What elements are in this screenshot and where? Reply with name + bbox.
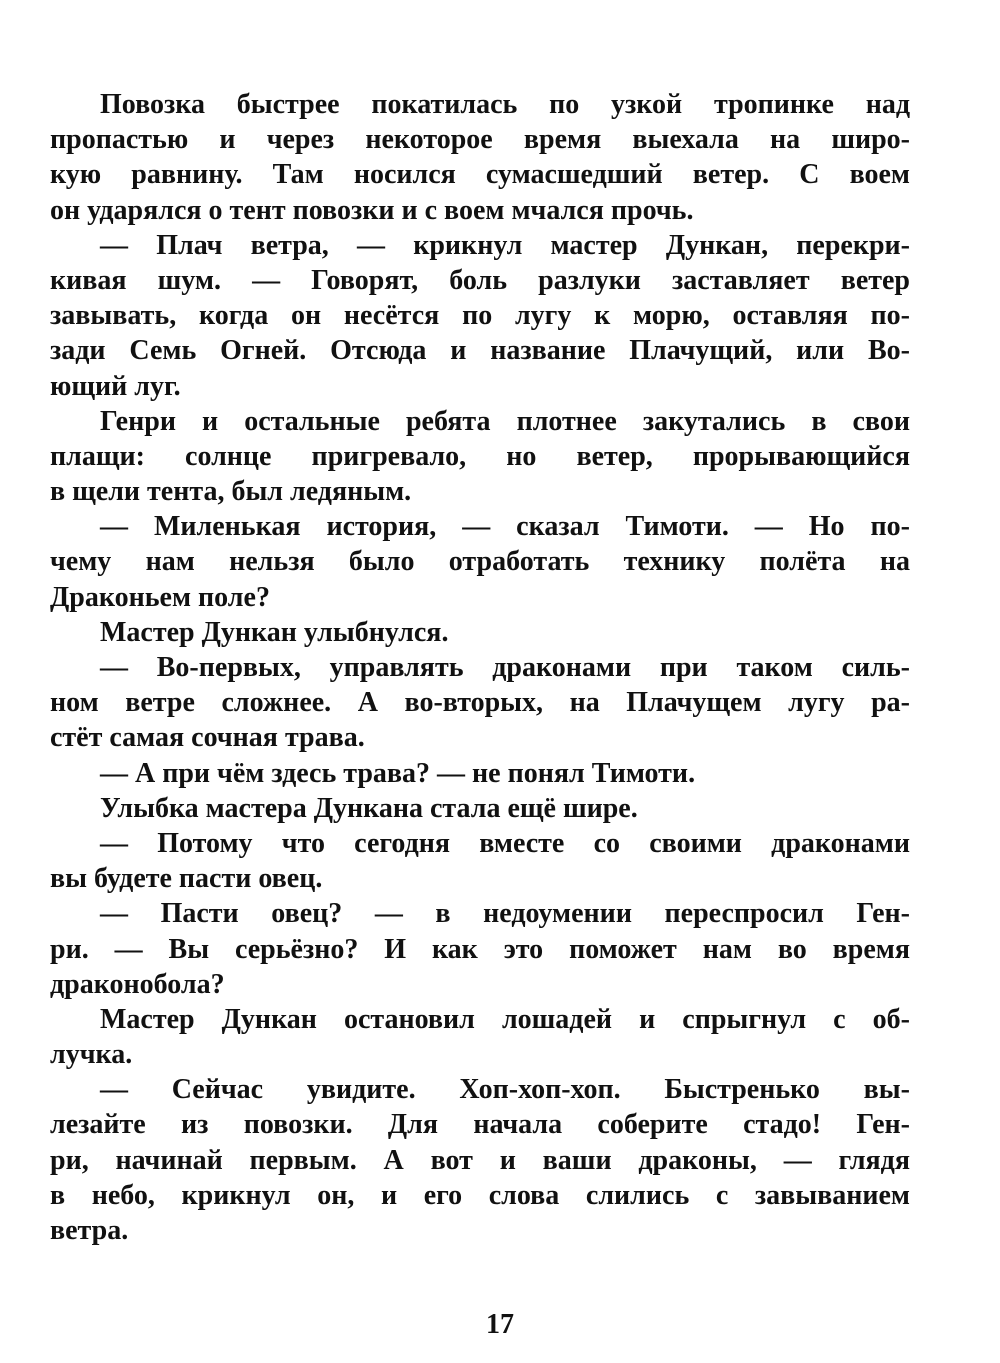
text-line: — Плач ветра, — крикнул мастер Дункан, перекри- [100, 229, 910, 261]
text-line: — Сейчас увидите. Хоп-хоп-хоп. Быстренько вы- [100, 1074, 910, 1106]
text-line: — Пасти овец? — в недоумении переспросил Ген- [100, 898, 910, 930]
text-line: пропастью и через некоторое время выехала на широ- [50, 124, 910, 156]
text-line: завывать, когда он несётся по лугу к морю, оставляя по- [50, 300, 910, 332]
body-text [50, 87, 910, 1248]
text-line: Мастер Дункан улыбнулся. [100, 616, 449, 648]
text-line: чему нам нельзя было отработать технику полёта на [50, 546, 910, 578]
page-number: 17 [486, 1309, 514, 1340]
text-line: в небо, крикнул он, и его слова слились с завыванием [50, 1179, 910, 1211]
text-line: стёт самая сочная трава. [50, 722, 365, 754]
text-line: Драконьем поле? [50, 581, 270, 613]
text-line: — Во-первых, управлять драконами при таком силь- [100, 652, 910, 683]
text-line: плащи: солнце пригревало, но ветер, прорывающийся [50, 440, 910, 472]
text-line: в щели тента, был ледяным. [50, 476, 412, 508]
text-line: кивая шум. — Говорят, боль разлуки заставляет ветер [50, 264, 910, 296]
text-line: лезайте из повозки. Для начала соберите стадо! Ген- [50, 1109, 910, 1141]
text-line: драконобола? [50, 968, 225, 1000]
text-line: ветра. [50, 1215, 129, 1246]
text-line: Мастер Дункан остановил лошадей и спрыгнул с об- [100, 1003, 910, 1035]
text-line: ри. — Вы серьёзно? И как это поможет нам во время [50, 933, 910, 965]
text-line: зади Семь Огней. Отсюда и название Плачущий, или Во- [50, 335, 910, 367]
text-line: Повозка быстрее покатилась по узкой тропинке над [100, 89, 910, 120]
text-line: Улыбка мастера Дункана стала ещё шире. [100, 792, 638, 824]
text-line: ном ветре сложнее. А во-вторых, на Плачущем лугу ра- [50, 687, 910, 719]
text-line: кую равнину. Там носился сумасшедший ветер. С воем [50, 159, 910, 191]
text-line: он ударялся о тент повозки и с воем мчался прочь. [50, 194, 694, 226]
text-line: — Потому что сегодня вместе со своими драконами [100, 827, 910, 859]
text-line: ри, начинай первым. А вот и ваши драконы, — глядя [50, 1144, 910, 1176]
text-line: — Миленькая история, — сказал Тимоти. — Но по- [100, 511, 910, 543]
text-line: Генри и остальные ребята плотнее закутались в свои [100, 405, 910, 437]
text-line: — А при чём здесь трава? — не понял Тимоти. [100, 757, 696, 789]
text-line: вы будете пасти овец. [50, 863, 323, 895]
text-line: ющий луг. [50, 370, 181, 402]
text-line: лучка. [50, 1039, 133, 1071]
